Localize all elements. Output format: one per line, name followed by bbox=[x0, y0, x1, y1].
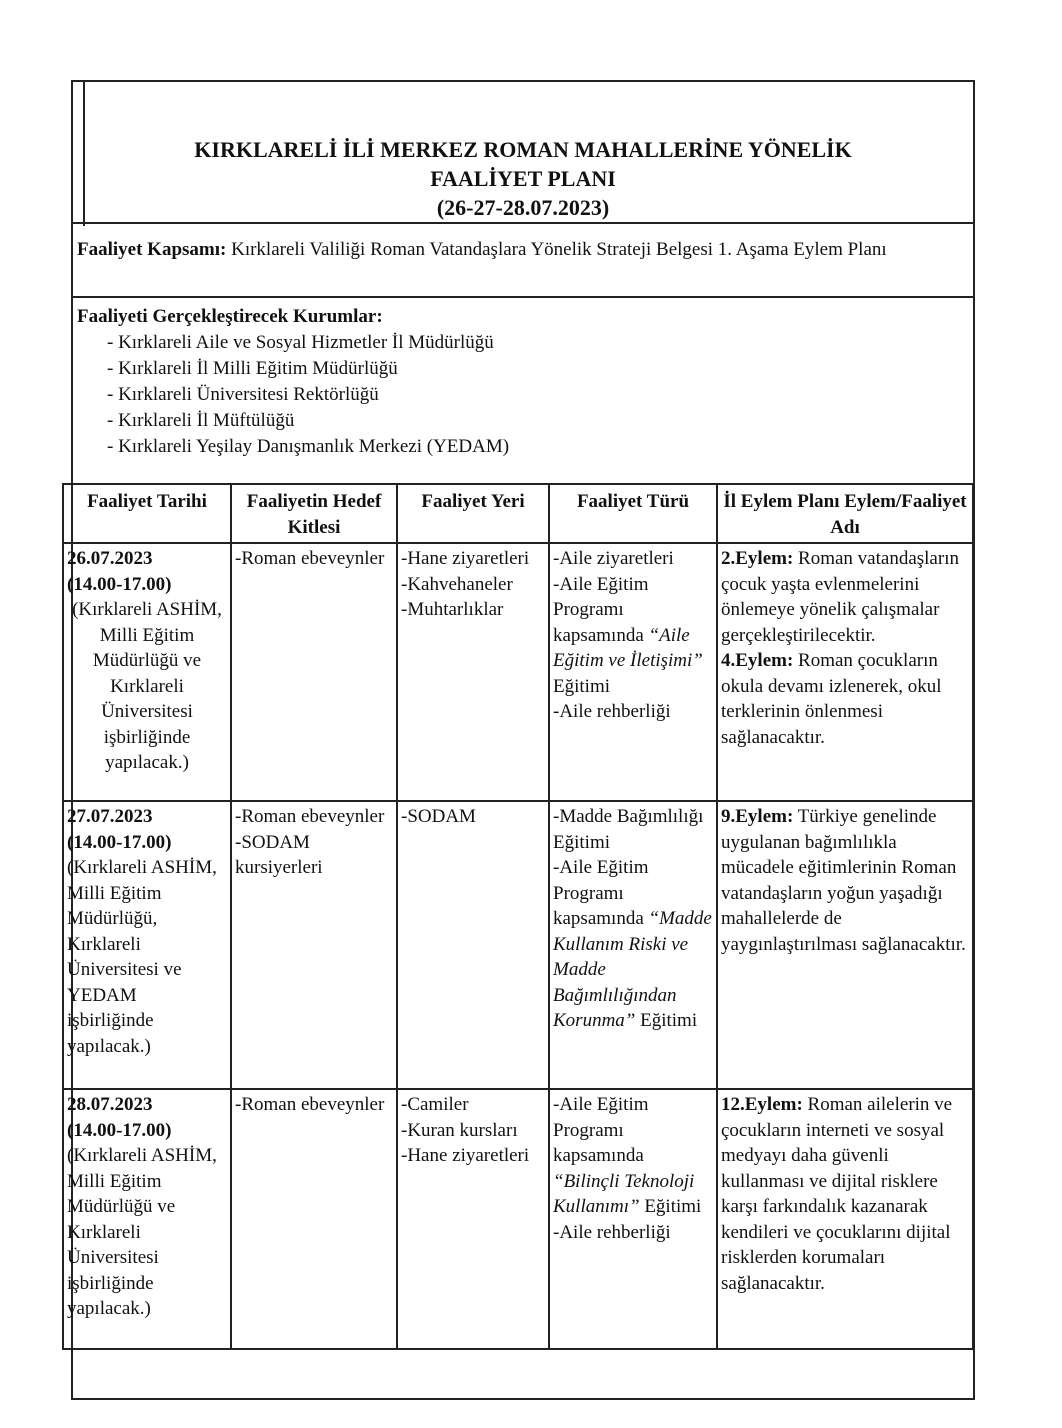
action-text: Roman vatandaşların çocuk yaşta evlenmelerini önlemeye yönelik çalışmalar gerçekleştirilecektir. bbox=[721, 548, 959, 646]
type-title: “Madde Kullanım Riski ve Madde Bağımlılığından Korunma” bbox=[553, 908, 712, 1031]
time-value: (14.00-17.00) bbox=[67, 831, 172, 853]
type-cell bbox=[549, 543, 717, 801]
type-item bbox=[553, 1092, 713, 1220]
date-cell bbox=[63, 543, 231, 801]
type-text: -Aile rehberliği bbox=[553, 1221, 671, 1243]
action-label: 4.Eylem: bbox=[721, 650, 794, 671]
activity-plan-table bbox=[62, 483, 974, 1350]
header-action: İl Eylem Planı Eylem/Faaliyet Adı bbox=[717, 484, 973, 543]
audience-cell bbox=[231, 1089, 397, 1349]
organizations-heading: Faaliyeti Gerçekleştirecek Kurumlar: bbox=[77, 306, 383, 327]
table-row bbox=[63, 1089, 973, 1349]
place-item: -Hane ziyaretleri bbox=[401, 1145, 530, 1166]
type-title: “Bilinçli Teknoloji Kullanımı” bbox=[553, 1170, 695, 1217]
type-cell bbox=[549, 1089, 717, 1349]
place-item: -Muhtarlıklar bbox=[401, 599, 504, 620]
place-item: -Camiler bbox=[401, 1094, 469, 1115]
organizations-list bbox=[77, 330, 967, 460]
title-line-1: KIRKLARELİ İLİ MERKEZ ROMAN MAHALLERİNE YÖNELİK bbox=[194, 137, 852, 162]
title-line-2: FAALİYET PLANI bbox=[430, 166, 616, 191]
type-suffix: Eğitimi bbox=[553, 675, 610, 697]
action-item bbox=[721, 804, 969, 957]
type-item bbox=[553, 804, 713, 855]
cooperation-note: (Kırklareli ASHİM, Milli Eğitim Müdürlüğü ve Kırklareli Üniversitesi işbirliğinde yapılacak.) bbox=[67, 1145, 217, 1319]
date-cell bbox=[63, 1089, 231, 1349]
type-item bbox=[553, 855, 713, 1034]
audience-cell bbox=[231, 801, 397, 1089]
title-line-3: (26-27-28.07.2023) bbox=[436, 195, 610, 220]
scope-text: Kırklareli Valiliği Roman Vatandaşlara Yönelik Strateji Belgesi 1. Aşama Eylem Planı bbox=[226, 239, 887, 260]
place-cell bbox=[397, 801, 549, 1089]
header-type: Faaliyet Türü bbox=[549, 484, 717, 543]
action-item bbox=[721, 546, 969, 648]
type-text: -Aile Eğitim Programı kapsamında bbox=[553, 1094, 649, 1166]
table-header-row bbox=[63, 484, 973, 543]
place-cell bbox=[397, 1089, 549, 1349]
action-item bbox=[721, 1092, 969, 1296]
table-bottom-rule bbox=[62, 1348, 972, 1350]
header-audience: Faaliyetin Hedef Kitlesi bbox=[231, 484, 397, 543]
type-suffix: Eğitimi bbox=[639, 1196, 702, 1217]
type-text: -Aile rehberliği bbox=[553, 701, 671, 722]
cooperation-note: (Kırklareli ASHİM, Milli Eğitim Müdürlüğü, Kırklareli Üniversitesi ve YEDAM işbirliğinde yapılacak.) bbox=[67, 857, 217, 1057]
audience-item: -SODAM kursiyerleri bbox=[235, 831, 323, 878]
audience-item: -Roman ebeveynler bbox=[235, 548, 385, 569]
place-item: -Kahvehaneler bbox=[401, 573, 513, 595]
organization-item: - Kırklareli Aile ve Sosyal Hizmetler İl Müdürlüğü bbox=[107, 330, 967, 356]
header-date: Faaliyet Tarihi bbox=[63, 484, 231, 543]
header-place: Faaliyet Yeri bbox=[397, 484, 549, 543]
type-title: “Aile Eğitim ve İletişimi” bbox=[553, 624, 703, 671]
type-item bbox=[553, 1220, 713, 1246]
action-text: Roman ailelerin ve çocukların interneti ve sosyal medyayı daha güvenli kullanması ve dijital risklere karşı farkındalık kazanarak kendileri ve çocuklarını dijital risklerden korumaları sağlanacaktır. bbox=[721, 1094, 953, 1294]
place-item: -SODAM bbox=[401, 806, 476, 827]
action-cell bbox=[717, 801, 973, 1089]
type-text: -Madde Bağımlılığı Eğitimi bbox=[553, 806, 704, 853]
action-text: Türkiye genelinde uygulanan bağımlılıkla mücadele eğitimlerinin Roman vatandaşların yoğun yaşadığı mahallelerde de yaygınlaştırılması sağlanacaktır. bbox=[721, 806, 966, 955]
organization-item: - Kırklareli İl Müftülüğü bbox=[107, 408, 967, 434]
type-item bbox=[553, 572, 713, 700]
action-cell bbox=[717, 1089, 973, 1349]
audience-item: -Roman ebeveynler bbox=[235, 1094, 385, 1115]
action-text: Roman çocukların okula devamı izlenerek, okul terklerinin önlenmesi sağlanacaktır. bbox=[721, 650, 942, 748]
action-label: 2.Eylem: bbox=[721, 548, 794, 569]
type-suffix: Eğitimi bbox=[635, 1010, 698, 1031]
type-text: -Aile Eğitim Programı kapsamında bbox=[553, 573, 649, 646]
time-value: (14.00-17.00) bbox=[67, 1119, 172, 1141]
action-item bbox=[721, 648, 969, 750]
time-value: (14.00-17.00) bbox=[67, 573, 172, 595]
audience-cell bbox=[231, 543, 397, 801]
organization-item: - Kırklareli İl Milli Eğitim Müdürlüğü bbox=[107, 356, 967, 382]
organizations-section bbox=[73, 300, 973, 480]
type-text: -Aile ziyaretleri bbox=[553, 548, 674, 569]
organization-item: - Kırklareli Yeşilay Danışmanlık Merkezi (YEDAM) bbox=[107, 434, 967, 460]
date-cell bbox=[63, 801, 231, 1089]
action-label: 9.Eylem: bbox=[721, 806, 794, 827]
table-row bbox=[63, 801, 973, 1089]
date-value: 27.07.2023 bbox=[67, 806, 153, 827]
scope-label: Faaliyet Kapsamı: bbox=[77, 239, 227, 260]
action-label: 12.Eylem: bbox=[721, 1094, 803, 1115]
date-value: 26.07.2023 bbox=[67, 548, 153, 569]
place-item: -Hane ziyaretleri bbox=[401, 548, 530, 569]
type-text: -Aile Eğitim Programı kapsamında bbox=[553, 857, 649, 929]
organization-item: - Kırklareli Üniversitesi Rektörlüğü bbox=[107, 382, 967, 408]
place-item: -Kuran kursları bbox=[401, 1119, 518, 1141]
cooperation-note: (Kırklareli ASHİM, Milli Eğitim Müdürlüğü ve Kırklareli Üniversitesi işbirliğinde yapılacak.) bbox=[72, 599, 222, 773]
action-cell bbox=[717, 543, 973, 801]
type-item bbox=[553, 699, 713, 725]
place-cell bbox=[397, 543, 549, 801]
activity-scope bbox=[73, 226, 973, 298]
type-cell bbox=[549, 801, 717, 1089]
type-item bbox=[553, 546, 713, 572]
table-row bbox=[63, 543, 973, 801]
document-title bbox=[73, 82, 973, 224]
date-value: 28.07.2023 bbox=[67, 1094, 153, 1115]
audience-item: -Roman ebeveynler bbox=[235, 806, 385, 827]
